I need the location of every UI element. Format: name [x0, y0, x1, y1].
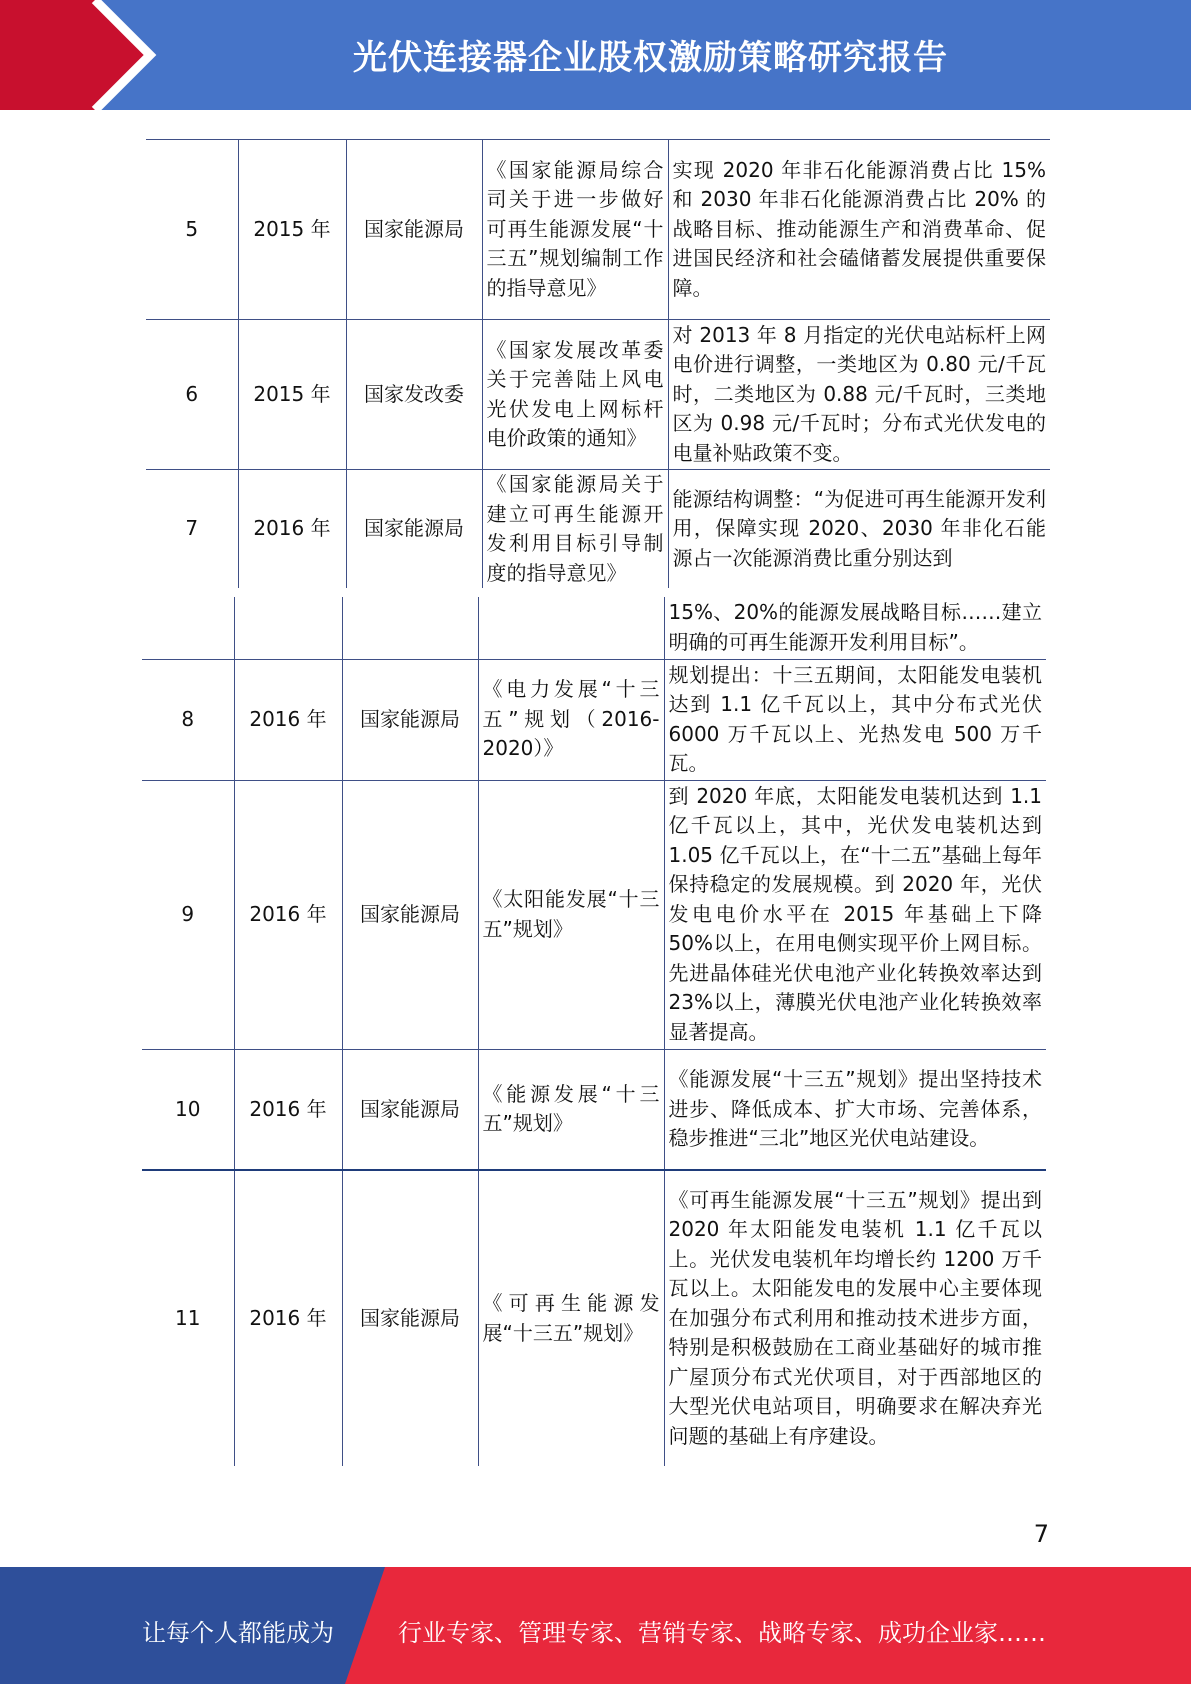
policy-table-bottom: [142, 597, 1046, 1466]
row-number: [142, 597, 234, 659]
row-policy-name: 《国家能源局关于建立可再生能源开发利用目标引导制度的指导意见》: [482, 470, 668, 589]
row-policy-content: 对 2013 年 8 月指定的光伏电站标杆上网电价进行调整，一类地区为 0.80 元/千瓦时，二类地区为 0.88 元/千瓦时，三类地区为 0.98 元/千瓦时；分布式光伏发电的电量补贴政策不变。: [668, 320, 1050, 470]
row-policy-name: 《国家能源局综合司关于进一步做好可再生能源发展“十三五”规划编制工作的指导意见》: [482, 140, 668, 320]
table-row: [142, 659, 1046, 780]
row-number: 6: [146, 320, 238, 470]
row-department: 国家发改委: [346, 320, 482, 470]
row-policy-content: 实现 2020 年非石化能源消费占比 15% 和 2030 年非石化能源消费占比 20% 的战略目标、推动能源生产和消费革命、促进国民经济和社会磕储蓄发展提供重要保障。: [668, 140, 1050, 320]
table-row: [142, 1049, 1046, 1170]
table-row: [142, 597, 1046, 659]
row-policy-content: 能源结构调整：“为促进可再生能源开发利用，保障实现 2020、2030 年非化石能源占一次能源消费比重分别达到: [668, 470, 1050, 589]
row-number: 11: [142, 1170, 234, 1466]
row-year: 2016 年: [234, 780, 342, 1049]
header-title: 光伏连接器企业股权激励策略研究报告: [353, 38, 948, 78]
page-header: [0, 0, 1191, 110]
row-department: 国家能源局: [342, 659, 478, 780]
row-policy-name: 《可再生能源发展“十三五”规划》: [478, 1170, 664, 1466]
row-year: [234, 597, 342, 659]
row-policy-name: 《国家发展改革委关于完善陆上风电光伏发电上网标杆电价政策的通知》: [482, 320, 668, 470]
row-number: 10: [142, 1049, 234, 1170]
row-number: 8: [142, 659, 234, 780]
row-year: 2016 年: [234, 659, 342, 780]
row-policy-content: 《能源发展“十三五”规划》提出坚持技术进步、降低成本、扩大市场、完善体系，稳步推进“三北”地区光伏电站建设。: [664, 1049, 1046, 1170]
row-year: 2016 年: [234, 1170, 342, 1466]
row-department: 国家能源局: [346, 470, 482, 589]
row-number: 7: [146, 470, 238, 589]
row-policy-content: 规划提出：十三五期间，太阳能发电装机达到 1.1 亿千瓦以上，其中分布式光伏 6000 万千瓦以上、光热发电 500 万千瓦。: [664, 659, 1046, 780]
row-number: 5: [146, 140, 238, 320]
row-department: 国家能源局: [342, 1049, 478, 1170]
table-row: [142, 1170, 1046, 1466]
row-policy-name: 《太阳能发展“十三五”规划》: [478, 780, 664, 1049]
row-year: 2015 年: [238, 140, 346, 320]
row-year: 2016 年: [238, 470, 346, 589]
footer-slogan-left: 让每个人都能成为: [142, 1619, 334, 1647]
table-row: [146, 470, 1050, 589]
row-year: 2016 年: [234, 1049, 342, 1170]
row-policy-name: 《能源发展“十三五”规划》: [478, 1049, 664, 1170]
table-row: [146, 320, 1050, 470]
row-department: 国家能源局: [342, 1170, 478, 1466]
row-number: 9: [142, 780, 234, 1049]
footer-slogan-right: 行业专家、管理专家、营销专家、战略专家、成功企业家……: [398, 1619, 1046, 1647]
row-policy-content: 15%、20%的能源发展战略目标……建立明确的可再生能源开发利用目标”。: [664, 597, 1046, 659]
row-department: 国家能源局: [346, 140, 482, 320]
row-policy-name: 《电力发展“十三五”规划（2016-2020）》: [478, 659, 664, 780]
row-department: [342, 597, 478, 659]
row-policy-content: 到 2020 年底，太阳能发电装机达到 1.1 亿千瓦以上，其中，光伏发电装机达到 1.05 亿千瓦以上，在“十二五”基础上每年保持稳定的发展规模。到 2020 年，光伏发电电价水平在 2015 年基础上下降 50%以上，在用电侧实现平价上网目标。先进晶体硅光伏电池产业化转换效率达到 23%以上，薄膜光伏电池产业化转换效率显著提高。: [664, 780, 1046, 1049]
row-year: 2015 年: [238, 320, 346, 470]
policy-table-top: [146, 139, 1050, 588]
page-footer: [0, 1567, 1191, 1684]
table-row: [142, 780, 1046, 1049]
page-number: 7: [1033, 1520, 1049, 1548]
row-policy-content: 《可再生能源发展“十三五”规划》提出到 2020 年太阳能发电装机 1.1 亿千瓦以上。光伏发电装机年均增长约 1200 万千瓦以上。太阳能发电的发展中心主要体现在加强分布式利用和推动技术进步方面，特别是积极鼓励在工商业基础好的城市推广屋顶分布式光伏项目，对于西部地区的大型光伏电站项目，明确要求在解决弃光问题的基础上有序建设。: [664, 1170, 1046, 1466]
row-department: 国家能源局: [342, 780, 478, 1049]
table-row: [146, 140, 1050, 320]
row-policy-name: [478, 597, 664, 659]
